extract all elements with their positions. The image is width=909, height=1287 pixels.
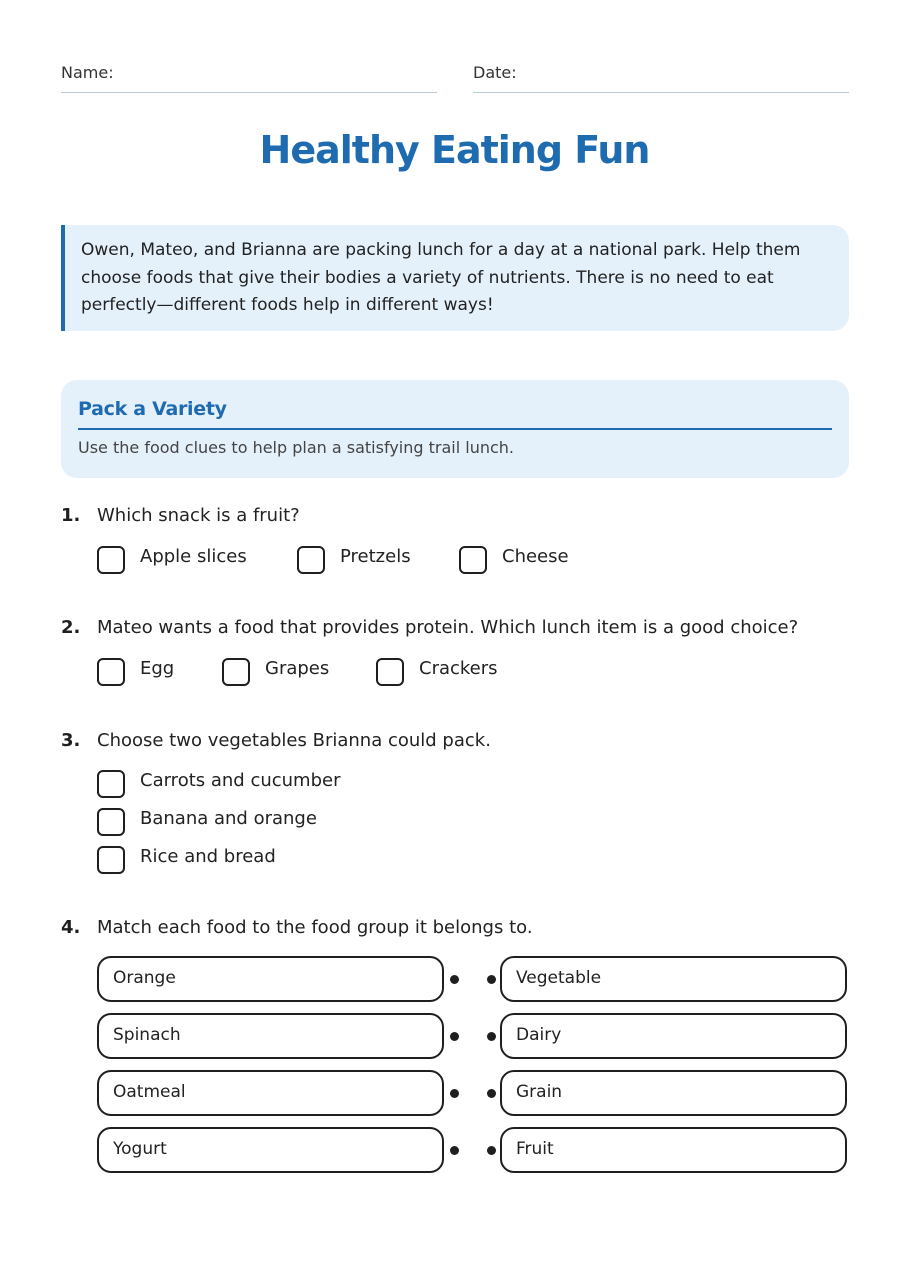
checkbox[interactable] xyxy=(97,770,125,798)
header-row xyxy=(61,62,849,92)
match-left-dot[interactable] xyxy=(450,975,459,984)
match-right-dot[interactable] xyxy=(487,1032,496,1041)
match-group-box[interactable]: Dairy xyxy=(500,1013,847,1059)
option-label: Apple slices xyxy=(140,546,247,567)
name-label: Name: xyxy=(61,63,114,82)
section-subtitle: Use the food clues to help plan a satisfying trail lunch. xyxy=(78,438,514,457)
date-field[interactable] xyxy=(473,62,849,93)
checkbox[interactable] xyxy=(459,546,487,574)
checkbox[interactable] xyxy=(376,658,404,686)
match-left-dot[interactable] xyxy=(450,1089,459,1098)
match-left-dot[interactable] xyxy=(450,1146,459,1155)
name-field[interactable] xyxy=(61,62,437,93)
checkbox[interactable] xyxy=(97,846,125,874)
option-label: Pretzels xyxy=(340,546,411,567)
match-right-dot[interactable] xyxy=(487,975,496,984)
option-label: Cheese xyxy=(502,546,569,567)
checkbox[interactable] xyxy=(97,808,125,836)
question-text: Mateo wants a food that provides protein. Which lunch item is a good choice? xyxy=(97,617,799,638)
checkbox[interactable] xyxy=(97,546,125,574)
question-text: Match each food to the food group it belongs to. xyxy=(97,917,533,938)
page-title: Healthy Eating Fun xyxy=(259,128,650,172)
match-left-dot[interactable] xyxy=(450,1032,459,1041)
option-label: Grapes xyxy=(265,658,330,679)
match-group-box[interactable]: Vegetable xyxy=(500,956,847,1002)
match-food-box[interactable]: Yogurt xyxy=(97,1127,444,1173)
match-right-dot[interactable] xyxy=(487,1089,496,1098)
option-label: Egg xyxy=(140,658,175,679)
match-food-box[interactable]: Spinach xyxy=(97,1013,444,1059)
question-text: Choose two vegetables Brianna could pack. xyxy=(97,730,491,751)
match-group-box[interactable]: Grain xyxy=(500,1070,847,1116)
question-text: Which snack is a fruit? xyxy=(97,505,300,526)
option-label: Carrots and cucumber xyxy=(140,770,341,791)
match-food-box[interactable]: Oatmeal xyxy=(97,1070,444,1116)
section-header xyxy=(61,380,849,478)
checkbox[interactable] xyxy=(97,658,125,686)
checkbox[interactable] xyxy=(297,546,325,574)
question-number: 1. xyxy=(61,505,81,526)
option-label: Banana and orange xyxy=(140,808,317,829)
match-food-box[interactable]: Orange xyxy=(97,956,444,1002)
question-number: 4. xyxy=(61,917,81,938)
match-right-dot[interactable] xyxy=(487,1146,496,1155)
section-title: Pack a Variety xyxy=(78,398,832,430)
checkbox[interactable] xyxy=(222,658,250,686)
option-label: Crackers xyxy=(419,658,498,679)
intro-callout: Owen, Mateo, and Brianna are packing lunch for a day at a national park. Help them choose foods that give their bodies a variety of nutrients. There is no need to eat perfectly—different foods help in different ways! xyxy=(61,225,849,331)
question-number: 3. xyxy=(61,730,81,751)
date-label: Date: xyxy=(473,63,517,82)
match-group-box[interactable]: Fruit xyxy=(500,1127,847,1173)
option-label: Rice and bread xyxy=(140,846,276,867)
question-number: 2. xyxy=(61,617,81,638)
